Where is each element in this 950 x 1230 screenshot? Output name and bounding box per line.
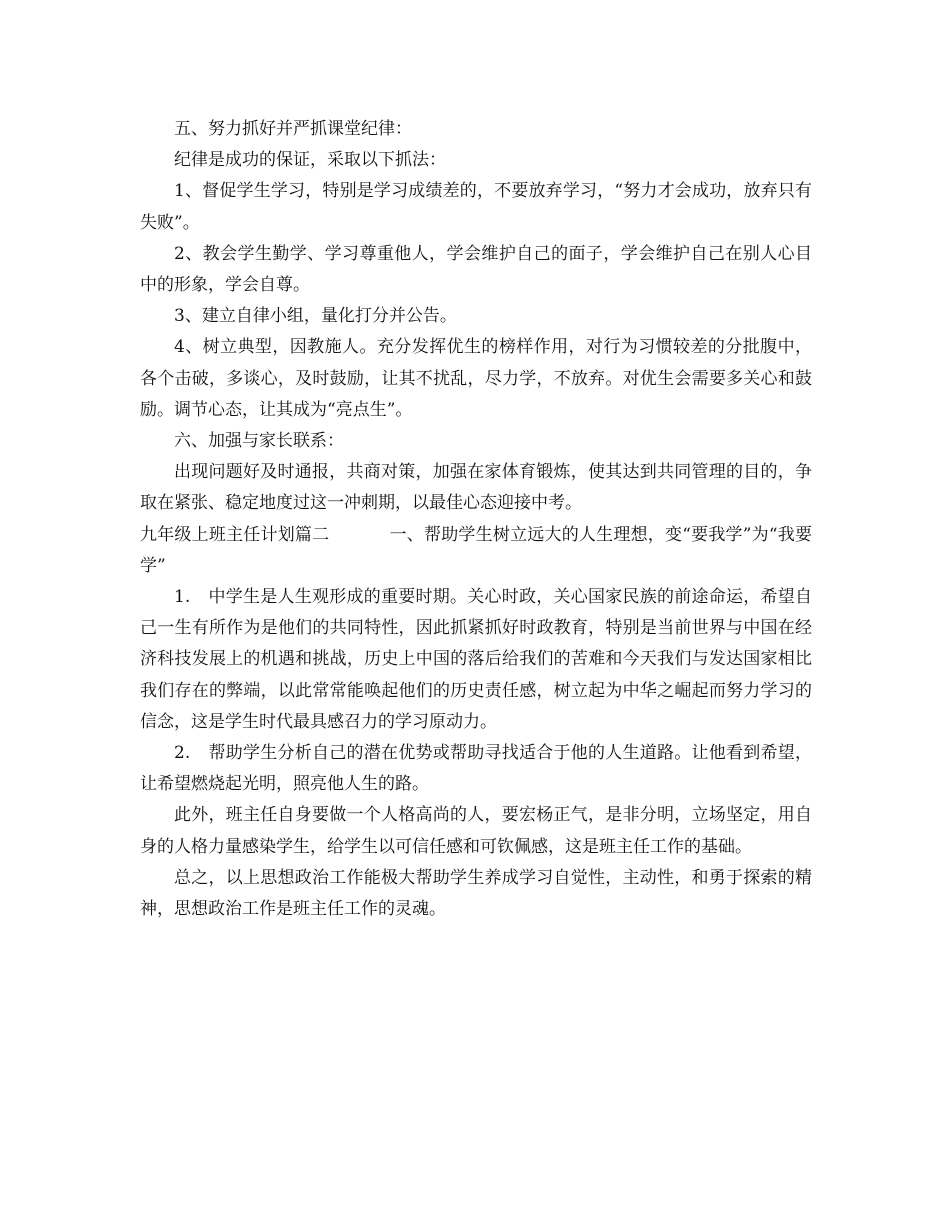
article-title: 九年级上班主任计划篇二 (140, 524, 330, 545)
paragraph-text: 中学生是人生观形成的重要时期。关心时政，关心国家民族的前途命运，希望自己一生有所作为是他们的共同特性，因此抓紧抓好时政教育，特别是当前世界与中国在经济科技发展上的机遇和挑战，历史上中国的落后给我们的苦难和今天我们与发达国家相比我们存在的弊端，以此常常能唤起他们的历史责任感，树立起为中华之崛起而努力学习的信念，这是学生时代最具感召力的学习原动力。 (140, 587, 812, 732)
article-title-line (140, 520, 812, 582)
list-item-1: 1、督促学生学习，特别是学习成绩差的，不要放弃学习，“努力才会成功，放弃只有失败”。 (140, 181, 812, 233)
section-heading-five: 五、努力抓好并严抓课堂纪律： (174, 119, 412, 139)
paragraph: 总之，以上思想政治工作能极大帮助学生养成学习自觉性，主动性，和勇于探索的精神，思想政治工作是班主任工作的灵魂。 (140, 867, 812, 920)
paragraph: 出现问题好及时通报，共商对策，加强在家体育锻炼，使其达到共同管理的目的，争取在紧张、稳定地度过这一冲刺期，以最佳心态迎接中考。 (140, 462, 812, 514)
document-body (140, 114, 812, 925)
list-item-3: 3、建立自律小组，量化打分并公告。 (174, 306, 457, 327)
list-item-4: 4、树立典型，因教施人。充分发挥优生的榜样作用，对行为习惯较差的分批腹中，各个击破，多谈心，及时鼓励，让其不扰乱，尽力学，不放弃。对优生会需要多关心和鼓励。调节心态，让其成为“亮点生”。 (140, 337, 812, 420)
number-label: 2. (174, 743, 191, 764)
numbered-paragraph-2 (140, 738, 812, 800)
section-heading-one: 一、帮助学生树立远大的人生理想，变“要我学”为“我要学” (140, 524, 812, 576)
paragraph: 纪律是成功的保证，采取以下抓法： (174, 150, 446, 171)
number-label: 1. (174, 587, 191, 608)
numbered-paragraph-1 (140, 582, 812, 738)
section-heading-six: 六、加强与家长联系： (174, 431, 344, 452)
list-item-2: 2、教会学生勤学、学习尊重他人，学会维护自己的面子，学会维护自己在别人心目中的形象，学会自尊。 (140, 243, 812, 296)
paragraph: 此外，班主任自身要做一个人格高尚的人，要宏杨正气，是非分明，立场坚定，用自身的人格力量感染学生，给学生以可信任感和可钦佩感，这是班主任工作的基础。 (140, 805, 812, 857)
paragraph-text: 帮助学生分析自己的潜在优势或帮助寻找适合于他的人生道路。让他看到希望，让希望燃烧起光明，照亮他人生的路。 (140, 743, 812, 795)
